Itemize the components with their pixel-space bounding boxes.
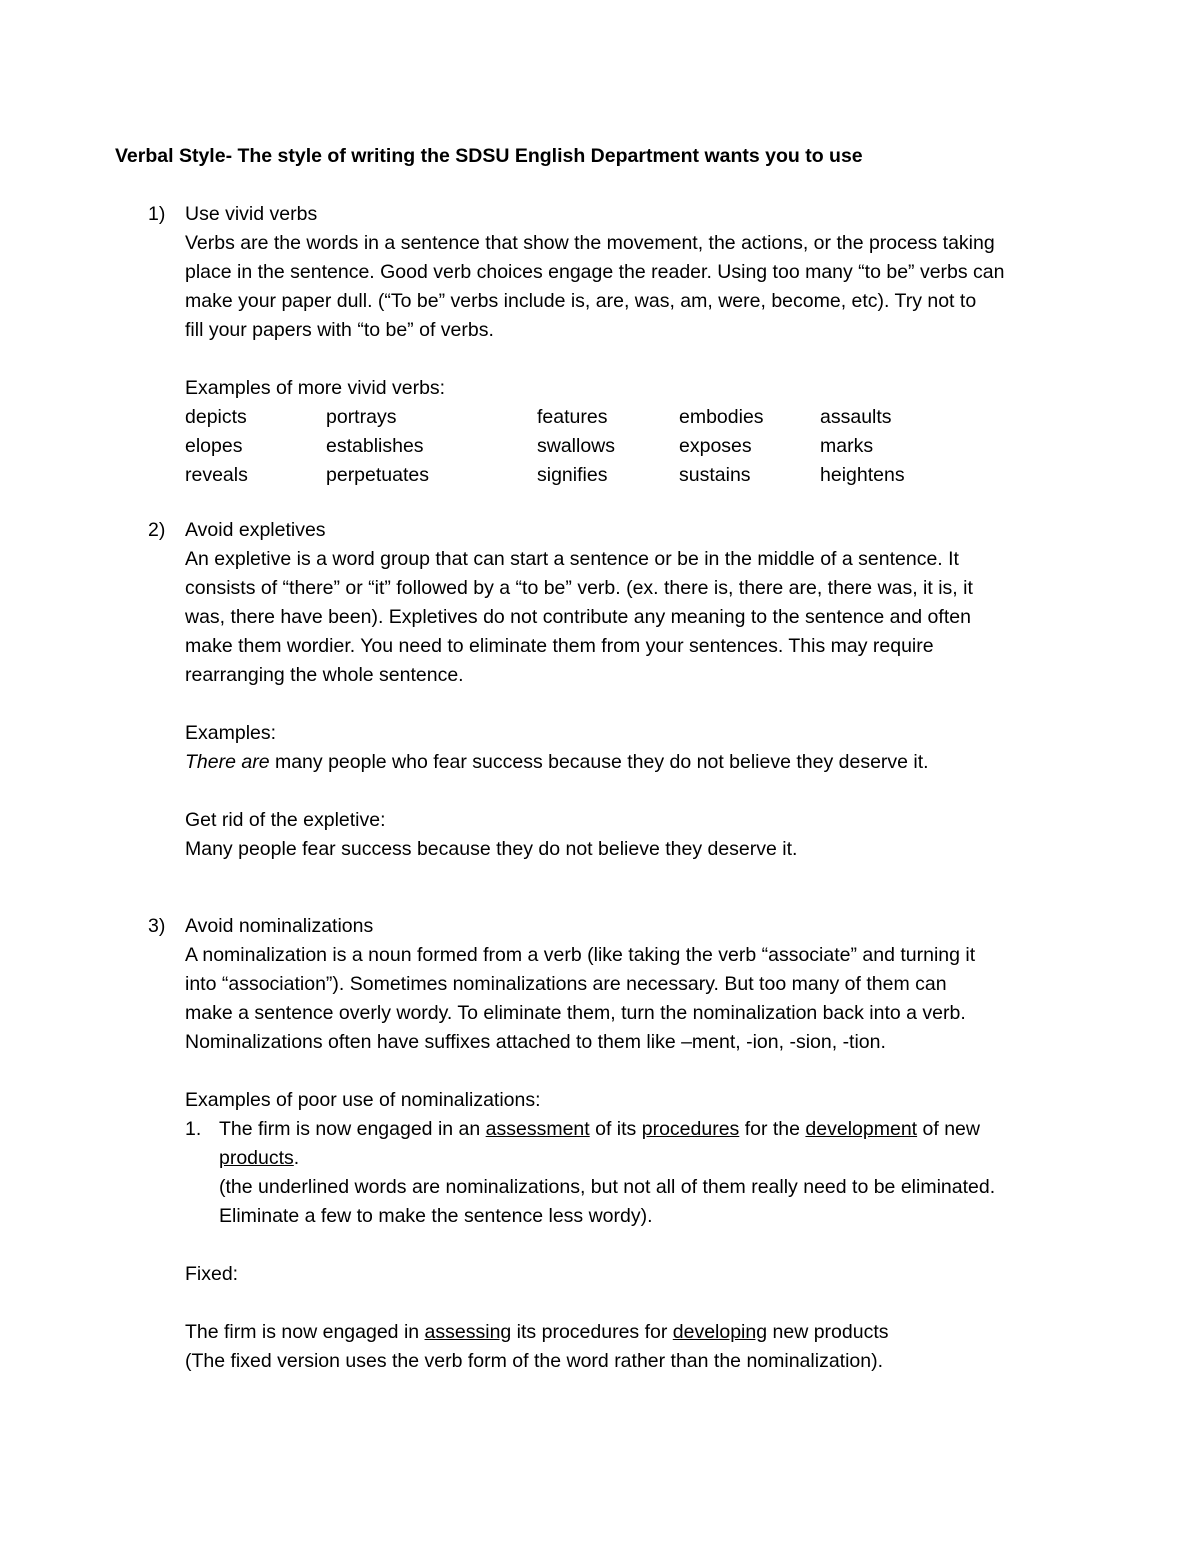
verb-cell: perpetuates	[326, 464, 429, 486]
text-run: for the	[739, 1118, 806, 1140]
text-run: .	[293, 1147, 300, 1169]
section-number: 1)	[148, 203, 166, 225]
paragraph-line: make them wordier. You need to eliminate them from your sentences. This may require	[185, 635, 934, 657]
text-run: its procedures for	[511, 1321, 673, 1343]
text-run: of its	[589, 1118, 642, 1140]
example-line	[219, 1115, 1105, 1144]
paragraph-line: rearranging the whole sentence.	[185, 664, 464, 686]
paragraph-line: fill your papers with “to be” of verbs.	[185, 319, 494, 341]
verb-row	[185, 403, 940, 432]
paragraph-line: make a sentence overly wordy. To eliminate them, turn the nominalization back into a verb.	[185, 1002, 966, 1024]
section-heading: Avoid nominalizations	[185, 915, 374, 937]
examples-label: Examples:	[185, 722, 277, 744]
verb-cell: signifies	[537, 464, 608, 486]
example-note: (the underlined words are nominalizations, but not all of them really need to be eliminated.	[219, 1176, 996, 1198]
section-number: 3)	[148, 915, 166, 937]
text-run: The firm is now engaged in an	[219, 1118, 486, 1140]
verb-cell: swallows	[537, 435, 616, 457]
verb-cell: sustains	[679, 464, 751, 486]
section-number: 2)	[148, 519, 166, 541]
text-run: new products	[767, 1321, 889, 1343]
numbered-example	[185, 1115, 1105, 1231]
example-line	[219, 1144, 1105, 1173]
underlined-word: assessment	[485, 1118, 590, 1140]
paragraph-line: was, there have been). Expletives do not contribute any meaning to the sentence and often	[185, 606, 971, 628]
examples-label: Examples of more vivid verbs:	[185, 377, 446, 399]
underlined-word: assessing	[424, 1321, 512, 1343]
expletive-phrase: There are	[185, 751, 270, 773]
fixed-sentence: Many people fear success because they do not believe they deserve it.	[185, 838, 798, 860]
section-heading: Use vivid verbs	[185, 203, 318, 225]
paragraph-line: consists of “there” or “it” followed by a “to be” verb. (ex. there is, there are, there was, it is, it	[185, 577, 973, 599]
verb-row	[185, 461, 940, 490]
list-number: 1.	[185, 1118, 202, 1140]
verb-cell: depicts	[185, 406, 247, 428]
paragraph-line: An expletive is a word group that can start a sentence or be in the middle of a sentence. It	[185, 548, 959, 570]
fixed-note: (The fixed version uses the verb form of the word rather than the nominalization).	[185, 1350, 884, 1372]
verb-cell: marks	[820, 435, 874, 457]
verb-cell: establishes	[326, 435, 424, 457]
verb-row	[185, 432, 940, 461]
fixed-label: Fixed:	[185, 1263, 239, 1285]
verb-cell: embodies	[679, 406, 764, 428]
verb-cell: heightens	[820, 464, 905, 486]
verb-cell: assaults	[820, 406, 892, 428]
underlined-word: procedures	[641, 1118, 740, 1140]
text-run: of new	[917, 1118, 980, 1140]
underlined-word: products	[219, 1147, 294, 1169]
fixed-sentence	[185, 1318, 1105, 1347]
page-title: Verbal Style- The style of writing the SDSU English Department wants you to use	[115, 145, 863, 167]
section-heading: Avoid expletives	[185, 519, 326, 541]
paragraph-line: Verbs are the words in a sentence that show the movement, the actions, or the process taking	[185, 232, 995, 254]
verb-cell: exposes	[679, 435, 752, 457]
paragraph-line: into “association”). Sometimes nominalizations are necessary. But too many of them can	[185, 973, 947, 995]
paragraph-line: A nominalization is a noun formed from a verb (like taking the verb “associate” and turning it	[185, 944, 976, 966]
text-run: The firm is now engaged in	[185, 1321, 425, 1343]
example-rest: many people who fear success because they do not believe they deserve it.	[269, 751, 929, 773]
example-sentence	[185, 748, 1105, 777]
fix-label: Get rid of the expletive:	[185, 809, 386, 831]
examples-label: Examples of poor use of nominalizations:	[185, 1089, 541, 1111]
verb-cell: elopes	[185, 435, 243, 457]
underlined-word: developing	[672, 1321, 768, 1343]
verb-cell: portrays	[326, 406, 397, 428]
underlined-word: development	[805, 1118, 918, 1140]
paragraph-line: make your paper dull. (“To be” verbs include is, are, was, am, were, become, etc). Try not to	[185, 290, 977, 312]
verb-examples-table	[185, 403, 940, 490]
paragraph-line: Nominalizations often have suffixes attached to them like –ment, -ion, -sion, -tion.	[185, 1031, 886, 1053]
verb-cell: reveals	[185, 464, 248, 486]
verb-cell: features	[537, 406, 608, 428]
paragraph-line: place in the sentence. Good verb choices engage the reader. Using too many “to be” verbs can	[185, 261, 1005, 283]
example-note: Eliminate a few to make the sentence less wordy).	[219, 1205, 653, 1227]
